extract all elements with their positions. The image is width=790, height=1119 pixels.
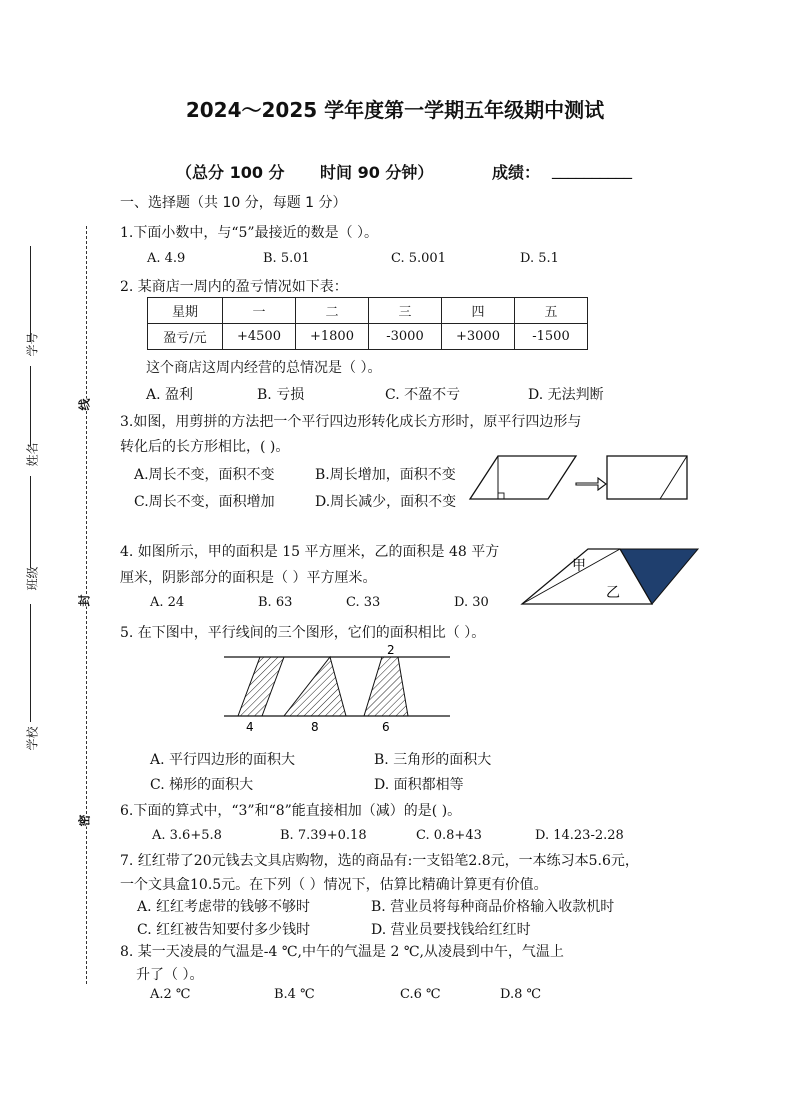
question-6-stem: 6.下面的算式中，“3”和“8”能直接相加（减）的是( )。 bbox=[120, 803, 462, 819]
q7-option-b[interactable]: B. 营业员将每种商品价格输入收款机时 bbox=[371, 899, 615, 915]
q8-option-a[interactable]: A.2 ℃ bbox=[150, 987, 191, 1002]
q6-option-c[interactable]: C. 0.8+43 bbox=[416, 828, 482, 843]
jia-label: 甲 bbox=[572, 558, 586, 574]
q2-option-b[interactable]: B. 亏损 bbox=[257, 387, 305, 403]
q4-option-a[interactable]: A. 24 bbox=[150, 595, 185, 610]
total-score-text: （总分 100 分 bbox=[176, 163, 285, 182]
table-cell: +4500 bbox=[223, 324, 296, 350]
seal-mark-mi: 密 bbox=[77, 814, 92, 827]
q6-option-a[interactable]: A. 3.6+5.8 bbox=[152, 828, 222, 843]
parallel-lines-figure bbox=[222, 642, 454, 736]
table-header-row bbox=[148, 298, 588, 324]
table-cell: 四 bbox=[442, 298, 515, 324]
yi-label: 乙 bbox=[606, 585, 620, 601]
score-label: 成绩： bbox=[492, 163, 541, 182]
q5-option-c[interactable]: C. 梯形的面积大 bbox=[150, 777, 254, 793]
table-cell: +3000 bbox=[442, 324, 515, 350]
table-cell: -1500 bbox=[515, 324, 588, 350]
q3-option-c[interactable]: C.周长不变，面积增加 bbox=[134, 494, 275, 510]
q8-option-c[interactable]: C.6 ℃ bbox=[400, 987, 441, 1002]
q3-option-a[interactable]: A.周长不变，面积不变 bbox=[134, 467, 275, 483]
q1-option-b[interactable]: B. 5.01 bbox=[263, 251, 310, 266]
top-label-2: 2 bbox=[387, 643, 395, 657]
q5-option-d[interactable]: D. 面积都相等 bbox=[374, 777, 464, 793]
section-title: 一、选择题（共 10 分，每题 1 分） bbox=[120, 195, 347, 211]
q7-option-a[interactable]: A. 红红考虑带的钱够不够时 bbox=[137, 899, 311, 915]
profit-loss-table bbox=[147, 297, 588, 350]
time-text: 时间 90 分钟） bbox=[320, 163, 434, 182]
class-label: 班级 bbox=[25, 566, 40, 591]
score-blank[interactable]: __________ bbox=[552, 160, 632, 179]
q8-option-d[interactable]: D.8 ℃ bbox=[500, 987, 542, 1002]
school-line bbox=[30, 604, 31, 722]
student-id-label: 学号 bbox=[25, 332, 40, 357]
question-1-stem: 1.下面小数中，与“5”最接近的数是（ ）。 bbox=[120, 225, 379, 241]
question-8-stem-line2: 升了（ ）。 bbox=[136, 967, 204, 983]
q1-option-d[interactable]: D. 5.1 bbox=[520, 251, 559, 266]
bottom-label-4: 4 bbox=[246, 720, 254, 734]
table-cell: +1800 bbox=[296, 324, 369, 350]
bottom-label-6: 6 bbox=[382, 720, 390, 734]
table-row bbox=[148, 324, 588, 350]
table-cell: -3000 bbox=[369, 324, 442, 350]
q6-option-d[interactable]: D. 14.23-2.28 bbox=[535, 828, 624, 843]
q8-option-b[interactable]: B.4 ℃ bbox=[274, 987, 315, 1002]
question-3-stem-line2: 转化后的长方形相比，( )。 bbox=[120, 439, 290, 455]
question-7-stem-line2: 一个文具盒10.5元。在下列（ ）情况下，估算比精确计算更有价值。 bbox=[120, 877, 548, 893]
table-cell: 一 bbox=[223, 298, 296, 324]
question-2-prompt: 这个商店这周内经营的总情况是（ ）。 bbox=[146, 360, 382, 376]
q2-option-d[interactable]: D. 无法判断 bbox=[528, 387, 604, 403]
q1-option-a[interactable]: A. 4.9 bbox=[147, 251, 186, 266]
q1-option-c[interactable]: C. 5.001 bbox=[391, 251, 446, 266]
question-2-stem: 2. 某商店一周内的盈亏情况如下表： bbox=[120, 279, 348, 295]
jia-yi-shaded-figure bbox=[518, 546, 700, 606]
table-cell: 二 bbox=[296, 298, 369, 324]
table-cell: 三 bbox=[369, 298, 442, 324]
question-3-stem-line1: 3.如图，用剪拼的方法把一个平行四边形转化成长方形时，原平行四边形与 bbox=[120, 414, 582, 430]
q7-option-c[interactable]: C. 红红被告知要付多少钱时 bbox=[137, 922, 311, 938]
q2-option-c[interactable]: C. 不盈不亏 bbox=[385, 387, 461, 403]
q3-option-b[interactable]: B.周长增加，面积不变 bbox=[315, 467, 456, 483]
question-8-stem-line1: 8. 某一天凌晨的气温是-4 ℃,中午的气温是 2 ℃,从凌晨到中午，气温上 bbox=[120, 944, 564, 960]
bottom-label-8: 8 bbox=[311, 720, 319, 734]
question-5-stem: 5. 在下图中，平行线间的三个图形，它们的面积相比（ ）。 bbox=[120, 625, 486, 641]
question-4-stem-line2: 厘米，阴影部分的面积是（ ）平方厘米。 bbox=[120, 570, 377, 586]
q6-option-b[interactable]: B. 7.39+0.18 bbox=[280, 828, 367, 843]
q4-option-c[interactable]: C. 33 bbox=[346, 595, 381, 610]
q2-option-a[interactable]: A. 盈利 bbox=[146, 387, 194, 403]
question-7-stem-line1: 7. 红红带了20元钱去文具店购物，选的商品有:一支铅笔2.8元，一本练习本5.6元， bbox=[120, 853, 639, 869]
exam-title: 2024～2025 学年度第一学期五年级期中测试 bbox=[185, 98, 605, 122]
q4-option-d[interactable]: D. 30 bbox=[454, 595, 489, 610]
q5-option-b[interactable]: B. 三角形的面积大 bbox=[374, 752, 492, 768]
parallelogram-rectangle-figure bbox=[468, 452, 690, 502]
seal-mark-feng: 封 bbox=[77, 594, 92, 607]
table-cell: 星期 bbox=[148, 298, 223, 324]
table-cell: 盈亏/元 bbox=[148, 324, 223, 350]
q5-option-a[interactable]: A. 平行四边形的面积大 bbox=[150, 752, 296, 768]
school-label: 学校 bbox=[25, 726, 40, 751]
name-label: 姓名 bbox=[25, 442, 40, 467]
student-id-line bbox=[30, 246, 31, 342]
seal-mark-xian: 线 bbox=[77, 398, 92, 411]
q7-option-d[interactable]: D. 营业员要找钱给红红时 bbox=[371, 922, 531, 938]
class-line bbox=[30, 476, 31, 568]
name-line bbox=[30, 366, 31, 446]
question-4-stem-line1: 4. 如图所示，甲的面积是 15 平方厘米，乙的面积是 48 平方 bbox=[120, 544, 500, 560]
q4-option-b[interactable]: B. 63 bbox=[258, 595, 293, 610]
table-cell: 五 bbox=[515, 298, 588, 324]
q3-option-d[interactable]: D.周长减少，面积不变 bbox=[315, 494, 457, 510]
